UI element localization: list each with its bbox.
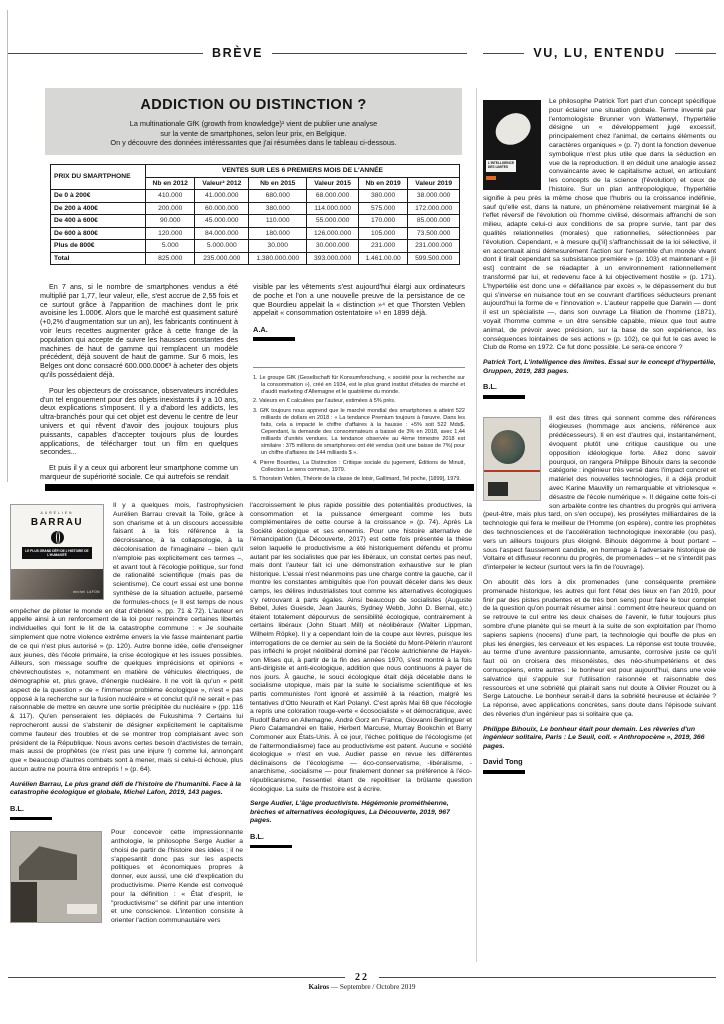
cell: 1.380.000.000 — [249, 252, 307, 265]
cell: 393.000.000 — [307, 252, 359, 265]
cover-art-shape — [11, 882, 37, 922]
cell: 825.000 — [146, 252, 195, 265]
barrau-book-cover — [10, 504, 104, 600]
cell: 172.000.000 — [408, 202, 460, 215]
table-row — [51, 190, 460, 203]
footnote: 5. Thorstein Veblen, Théorie de la classe de loisir, Gallimard, Tel poche, [1899], 1979. — [253, 476, 461, 481]
review-body: Il y a quelques mois, l'astrophysicien Aurélien Barrau crevait la Toile, grâce à son charisme et à un discours accessible faisant à la fois référence à la décroissance, à la collapsologie, à la décolonisation de l'imaginaire – bien qu'il n'emploie pas explicitement ces termes –, et avant tout à l'écologie politique, sur fond de rationalité scientifique (mais pas de scientisme). Ce court essai est une bonne synthèse de la situation actuelle, parsemé de formules-chocs (« Il est temps de nous empêcher de piloter le monde en état d'ébriété », pp. 71 & 72). L'auteur en appelle ainsi à un renforcement de la loi pour restreindre certaines libertés individuelles qui font le lit de la catastrophe commune : « Je souhaite simplement que notre violence extrême envers la vie fasse maintenant partie de ce qui n'est plus autorisé » (p. 120). Autre bonne idée, celle d'enseigner aux jeunes, dès l'école primaire, la crise écologique et les issues possibles. Ailleurs, son message souffre de quelques imprécisions et opinions « chèvrechoutistes », notamment en matière de véhicules électriques, de démographie et, plus grave, d'énergie nucléaire. Il ne voit là qu'un « petit aspect de la question » de « l'immense problème écologique », n'est « pas opposé à la recherche sur la fusion nucléaire » et conclut qu'il ne serait « pas raisonnable de mettre en œuvre une sortie précipitée du nucléaire » (pp. 116 & 117). Qu'en penseraient les déplacés de Fukushima ? Certains lui reprocheront aussi de s'abstenir de désigner explicitement le capitalisme comme fauteur des troubles et de se montrer trop complaisant avec son président de la République. Nous avons certes besoin d'activistes de terrain, mais aussi de prophètes (ce n'est pas une injure !) comme lui, annonçant que « beaucoup d'autres combats sont à mener, mais si celui-ci échoue, plus aucun autre ne pourra être entrepris ! » (p. 64). — [10, 502, 243, 773]
cell: 73.500.000 — [408, 227, 460, 240]
table-span-header: VENTES SUR LES 6 PREMIERS MOIS DE L'ANNÉE — [146, 165, 460, 178]
section-header-breve — [8, 46, 467, 60]
article-intro-line: On y découvre des données intéressantes que j'ai résumées dans le tableau ci-dessous. — [110, 138, 397, 148]
table-corner-header: PRIX DU SMARTPHONE — [51, 165, 146, 190]
section-label-breve: BRÈVE — [211, 46, 264, 60]
footer — [8, 972, 716, 983]
review-body: Il est des titres qui sonnent comme des références élogieuses (hommage aux anciens, référence aux prédécesseurs). Il en est d'autres qui, instantanément, évoquent plutôt une critique caustique ou une opposition idéologique forte. Allez donc savoir pourquoi, on rangera Philippe Bihouix dans la seconde catégorie : ingénieur très versé dans l'impact concret et matériel des nouvelles technologies, il a déjà produit avec Karine Mauvilly un remarquable et vitriolesque « désastre de l'école numérique ». Il dégaine cette fois-ci son arbalète contre les chantres du progrès qui arrivera (peut-être, mais plus tard, on s'en occupe), les prosélytes milliardaires de la technologie qui fera le meilleur de l'Homme (on espère), contre les prophètes des technosciences et de l'accélération technologique inexorable (ou pas), vers un ailleurs toujours plus éloigné. Bihouix dégomme à bout portant – sous l'aspect faussement candide, en hommage à l'adversaire historique de Voltaire et diffuseur reconnu du progrès, de promenades – et ne s'interdit pas d'interpeler le lecteur (surtout vers la fin de l'ouvrage). — [483, 414, 716, 572]
footnote: 4. Pierre Bourdieu, La Distinction : Critique sociale du jugement, Éditions de Minuit, Collection Le sens commun, 1979. — [253, 459, 465, 473]
cover-publisher: michel LAFON — [73, 590, 100, 595]
cell: 114.000.000 — [307, 202, 359, 215]
bihouix-book-cover — [483, 417, 541, 501]
issue-line — [0, 983, 724, 991]
issue-date: — Septembre / Octobre 2019 — [330, 983, 416, 991]
cell: 380.000 — [249, 202, 307, 215]
article-paragraph: visible par les vêtements s'est aujourd'hui élargi aux ordinateurs de poche et l'on a une nouvelle preuve de la persistance de ce que Bourdieu appelait la « distinction »⁴ et que Thorsten Veblen appelait « consommation ostentatoire »⁵ en 1899 déjà. — [253, 283, 465, 318]
footnote: 2. Valeurs en € calculées par l'auteur, estimées à 5% près. — [253, 398, 396, 405]
vle-column — [483, 98, 716, 962]
cover-author-first: AURÉLIEN — [40, 511, 74, 515]
table-row — [51, 215, 460, 228]
reviewer-signature: B.L. — [250, 831, 264, 841]
article-column-2 — [253, 283, 465, 481]
cover-title: L'INTELLIGENCE DES LIMITES — [486, 160, 516, 172]
reviewer-signature: B.L. — [10, 803, 24, 813]
cell: 68.000.000 — [307, 190, 359, 203]
cell: 231.000.000 — [408, 240, 460, 253]
signature-rule — [253, 337, 295, 341]
cell: 180.000 — [249, 227, 307, 240]
cell: 5.000.000 — [195, 240, 249, 253]
smartphone-sales-table — [50, 164, 460, 265]
article-paragraph: Et puis il y a ceux qui arborent leur smartphone comme un marqueur de supériorité sociale. Ce qui autrefois se rendait — [40, 463, 238, 481]
col-header: Nb en 2012 — [146, 177, 195, 190]
footnote: 3. GfK toujours nous apprend que le marché mondial des smartphones a atteint 522 milliards de dollars en 2018 : « La tendance Premium toujours à l'œuvre. Dans les faits, cela a impacté le chiffre d'affaires à la hausse : +5% soit 522 Mds$. Cependant, la demande des consommateurs a baissé de 3% en 2018, avec 1,44 milliards d'unités vendues. La tendance observée au 4ème trimestre 2018 est similaire : 375 millions de smartphones ont été vendus (soit une baisse de 7%) pour un chiffre d'affaires de 144 milliards $ ». — [253, 408, 465, 456]
cover-accent — [484, 470, 540, 472]
row-label: De 600 à 800€ — [51, 227, 146, 240]
col-header: Nb en 2015 — [249, 177, 307, 190]
col-header: Valeur 2019 — [408, 177, 460, 190]
header-rule — [675, 53, 716, 54]
signature-rule — [483, 770, 525, 774]
cover-art-circle-photo — [491, 430, 525, 464]
review-column-2 — [250, 502, 472, 976]
review-body: Le philosophe Patrick Tort part d'un concept spécifique pour éclairer une situation globale. Terme inventé par l'entomologiste Brunner von Wattenwyl, l'hypertélie désigne un « développement jugé excessif, principalement chez l'animal, de certains éléments ou caractères organiques » (p. 7) dont la fonction devenue symbolique n'est plus utile que dans la séduction en vue de la reproduction. Il en déduit une analogie assez convaincante avec le capitalisme actuel, en articulant les concepts de la science (l'évolution) et ceux de l'histoire. Sur un plan anthropologique, l'hypertélie signifie à peu près la même chose que l'hubris ou la croissance indéfinie, sauf qu'elle est, dans la nature, un phénomène relativement marginal lié à l'effet réversif de l'évolution où l'homme civilisé, désormais affranchi de son milieu, adapte celui-ci aux conditions de sa propre survie, tant par des qualités relationnelles (morales) que rationnelles, sélectionnées par l'évolution. Cependant, « à mesure qu['il] s'affranchissait de la loi sélective, il en accentuait ainsi démesurément l'action sur l'ensemble d'un monde vivant dont il tirait cependant sa subsistance première » (p. 103) et maintenant « [il est] contraint de se réadapter à un environnement rationnellement transformé par lui, et redevenu face à lui objectivement hostile » (p. 171). L'hypertélie est donc une « défaillance par excès », le dépassement du but qui s'inverse en nuisance tout en se couvrant d'artifices séducteurs prenant aujourd'hui la forme de « l'innovation ». L'auteur rappelle que Darwin — dont il est un spécialiste —, dans son ouvrage La filiation de l'homme (1871), voyait l'homme comme « un être sensible capable, mieux que tout autre animal, de prévoir avec précision, sur la base de son expérience, les conséquences lointaines de ses actions » (p. 102), ce qui fut le cas avec le Club de Rome en 1972. Ce fut donc possible. Le sera-ce encore ? — [483, 98, 716, 352]
cover-accent — [486, 176, 496, 180]
review-column-1 — [10, 502, 243, 976]
reviewer-signature: David Tong — [483, 757, 523, 767]
cell: 84.000.000 — [195, 227, 249, 240]
magazine-name: Kairos — [308, 983, 330, 991]
table-row — [51, 202, 460, 215]
col-header: Valeur² 2012 — [195, 177, 249, 190]
cell: 170.000 — [358, 215, 407, 228]
row-label: Total — [51, 252, 146, 265]
book-attribution: Philippe Bihouix, Le bonheur était pour demain. Les rêveries d'un ingénieur solitaire, Paris : Le Seuil, coll. « Anthropocène », 2019, 366 pages. — [483, 725, 705, 750]
cell: 231.000 — [358, 240, 407, 253]
cell: 85.000.000 — [408, 215, 460, 228]
cover-art-shape — [19, 846, 77, 880]
cover-art-shape — [488, 482, 508, 496]
footnote: 1. Le groupe GfK (Gesellschaft für Konsumforschung, « société pour la recherche sur la consommation »), créé en 1934, est le plus grand institut d'études de marché et d'audit marketing d'Allemagne et le quatrième du monde. — [253, 374, 465, 395]
cell: 30.000.000 — [307, 240, 359, 253]
cell: 200.000 — [146, 202, 195, 215]
row-label: Plus de 800€ — [51, 240, 146, 253]
cover-photo — [11, 569, 103, 599]
book-attribution: Patrick Tort, L'intelligence des limites. Essai sur le concept d'hypertélie, Gruppen, 2019, 283 pages. — [483, 359, 716, 375]
cell: 120.000 — [146, 227, 195, 240]
header-rule — [483, 53, 524, 54]
cell: 45.000.000 — [195, 215, 249, 228]
cell: 410.000 — [146, 190, 195, 203]
cell: 60.000.000 — [195, 202, 249, 215]
column-divider-rule — [476, 88, 477, 962]
cell: 105.000 — [358, 227, 407, 240]
author-signature: A.A. — [253, 325, 268, 335]
article-intro-line: sur la vente de smartphones, selon leur prix, en Belgique. — [160, 128, 347, 138]
article-paragraph: En 7 ans, si le nombre de smartphones vendus a été multiplié par 1,77, leur valeur, elle, s'est accrue de 2,55 fois et ce surtout grâce à l'apparition de machines dont le prix avoisine les 1.000€. Alors que le marché est quasiment saturé (+0,2% d'augmentation sur un an), les fabricants continuent à voir leurs recettes augmenter grâce à cette frange de la population qui accepte de suivre les hausses constantes des machines de haut de gamme qui remplacent un modèle précédent, déjà souvent de haut de gamme. Sur 6 mois, les Belges ont donc consacré 600.000.000€³ à acheter des objets qu'ils possédaient déjà. — [40, 283, 238, 379]
col-header: Nb en 2019 — [358, 177, 407, 190]
signature-rule — [250, 845, 292, 849]
row-label: De 400 à 600€ — [51, 215, 146, 228]
section-label-vle: VU, LU, ENTENDU — [533, 46, 666, 60]
cell: 599.500.000 — [408, 252, 460, 265]
cover-title: LE PLUS GRAND DÉFI DE L'HISTOIRE DE L'HUMANITÉ — [22, 547, 92, 559]
section-divider-bar — [45, 484, 474, 491]
table-row-total — [51, 252, 460, 265]
review-body: l'accroissement le plus rapide possible des potentialités productives, la consommation et la puissance émergeant comme les buts complémentaires de cette course à la croissance » (p. 74). Après La Société écologique et ses ennemis. Pour une histoire alternative de l'émancipation (La Découverte, 2017) est cette fois présentée la thèse selon laquelle le productivisme a été historiquement défendu et promu autant par les socialistes que par les libéraux, un constat certes pas neuf, mais dont l'auteur fait ici une démonstration exhaustive sur le plan historique. L'essai n'est néanmoins pas une charge contre la gauche, car il montre les constantes ambiguïtés que l'on pouvait déceler dans les deux camps, les délires industrialistes tout comme les alternatives écologiques s'y retrouvant à parts égales. Ainsi beaucoup de socialistes (Auguste Bebel, Jules Guesde, Jean Jaurès, Sydney Webb, John D. Bernal, etc.) étaient totalement dépourvus de sensibilité écologique, contrairement à certains libéraux (John Stuart Mill) et néolibéraux (Walter Lippman, Wilhelm Röpke). Il y a cependant loin de la coupe aux lèvres, puisque les interrogations de ce dernier au sein de la Société du Mont-Pèlerin n'auront pas infléchi le projet néolibéral dominé par l'école autrichienne de Hayek-von Mises qui, à partir de la fin des années 1970, s'est montré à la fois anti-dirigiste et anti-écologique, addition que nous continuons à payer de nos jours. À gauche, le souci écologique était déjà décelable dans le socialisme utopique, mais par la suite le socialisme scientifique et les partis communistes l'ont ignoré et assimilé à la réaction, malgré les tentatives d'Otto Neurath et Karl Polanyi. C'est après Mai 68 que l'écologie a repris une coloration rouge-verte « écosocialiste » et démocratique, avec Rudolf Bahro en Allemagne, André Gorz en France, Giovanni Berlinguer et Piero Calamandrei en Italie, Herbert Marcuse, Murray Bookchin et Barry Commoner aux États-Unis. À ce jour, l'échec politique de l'écologisme (et de l'altermondialisme) face au productivisme est patent. Aucune « société écologique » n'est en vue. Audier passe en revue les différentes déclinaisons de l'écologisme — éco-conservatisme, -libéralisme, -anarchisme, -socialisme — pour finalement donner sa préférence à l'éco-républicanisme, l'essentiel étant de repolitiser la brûlante question écologique. La suite de l'histoire est à écrire. — [250, 502, 472, 793]
footnotes — [253, 375, 465, 481]
cell: 55.000.000 — [307, 215, 359, 228]
book-attribution: Serge Audier, L'âge productiviste. Hégémonie prométhéenne, brèches et alternatives écologiques, La Découverte, 2019, 967 pages. — [250, 800, 450, 825]
cover-author-last: BARRAU — [30, 516, 84, 528]
footnote-separator — [253, 367, 465, 368]
tort-book-cover — [483, 100, 541, 190]
cell: 380.000 — [358, 190, 407, 203]
row-label: De 200 à 400€ — [51, 202, 146, 215]
audier-book-cover — [10, 831, 102, 923]
article-title: ADDICTION OU DISTINCTION ? — [140, 97, 367, 113]
cell: 110.000 — [249, 215, 307, 228]
book-attribution: Aurélien Barrau, Le plus grand défi de l'histoire de l'humanité. Face à la catastrophe écologique et globale, Michel Lafon, 2019, 143 pages. — [10, 780, 241, 797]
globe-icon — [51, 531, 64, 544]
review-body: On aboutit dès lors à dix promenades (une conséquente première promenade historique, les autres qui font l'état des lieux en l'an 2019, pour finir par des pistes prudentes et de très bon sens) pour faire le tour complet de la question qu'on pourrait résumer ainsi : comment être heureux quand on se retrouve le cul entre les deux chaises de l'avenir, le futur toujours plus sombre d'une planète qui se meurt à la suite de son exploitation par l'homo sapiens sapiens (nocens) d'une part, la technologie qui bouffe de plus en plus les énergies, les cerveaux et les espaces. La réponse est toute trouvée, au terme d'une aventure passionnante, amusante, corrosive juste ce qu'il faut où on croisera des misonéistes, des néo-shumpetériens et des cornucopiens, entre autres : le bonheur est pour aujourd'hui, dans une voie salvatrice qui s'appuie sur l'utilisation raisonnée et raisonnable des ressources et une sobriété qui plairait sans nul doute à Olivier Rouzet ou à Serge Latouche. Le bonheur serait-il dans la sobriété heureuse et éclairée ? La réponse, avec applications concrètes, sans doute dans l'épisode suivant des rêveries d'un ingénieur pas si solitaire que ça. — [483, 578, 716, 718]
cell: 41.000.000 — [195, 190, 249, 203]
header-rule — [272, 53, 467, 54]
col-header: Valeur 2015 — [307, 177, 359, 190]
footer-rule — [379, 977, 716, 978]
cell: 90.000 — [146, 215, 195, 228]
reviewer-signature: B.L. — [483, 382, 497, 392]
article-column-1 — [40, 283, 238, 481]
section-header-vle — [483, 46, 716, 60]
page-number: 22 — [355, 972, 369, 983]
cell: 575.000 — [358, 202, 407, 215]
cell: 5.000 — [146, 240, 195, 253]
article-paragraph: Pour les objecteurs de croissance, observateurs incrédules d'un tel engouement pour des objets inexistants il y a 10 ans, deux explications s'imposent. Il y a d'abord les addicts, les ultra-branchés pour qui cet objet est devenu le centre de leur univers et qui rêvent d'avoir des joujoux toujours plus puissants, capables d'accepter toujours plus de lourdes applications, de télécharger tout un film en quelques secondes... — [40, 385, 238, 457]
cell: 126.000.000 — [307, 227, 359, 240]
row-label: De 0 à 200€ — [51, 190, 146, 203]
cell: 680.000 — [249, 190, 307, 203]
cell: 235.000.000 — [195, 252, 249, 265]
article-intro-box — [45, 88, 462, 155]
footer-rule — [8, 977, 345, 978]
cell: 30.000 — [249, 240, 307, 253]
cover-title-strip — [67, 904, 97, 914]
left-edge-rule — [7, 10, 8, 482]
table-row — [51, 240, 460, 253]
table-row — [51, 227, 460, 240]
cell: 1.461.00.00 — [358, 252, 407, 265]
review-body: Pour concevoir cette impressionnante anthologie, le philosophe Serge Audier a choisi de partir de l'histoire des idées ; il ne s'appesantit donc pas sur les aspects politiques et économiques propres à donner, eux aussi, une clé d'explication du productivisme. Pierre Kende est convoqué pour la définition : « État d'esprit, le "productivisme" se définit par une intention et une conscience. L'intention consiste à orienter l'action communautaire vers — [111, 829, 243, 925]
article-intro-line: La multinationale GfK (growth from knowledge)¹ vient de publier une analyse — [129, 119, 378, 128]
header-rule — [8, 53, 203, 54]
cover-art-flint — [491, 109, 535, 149]
cell: 38.000.000 — [408, 190, 460, 203]
